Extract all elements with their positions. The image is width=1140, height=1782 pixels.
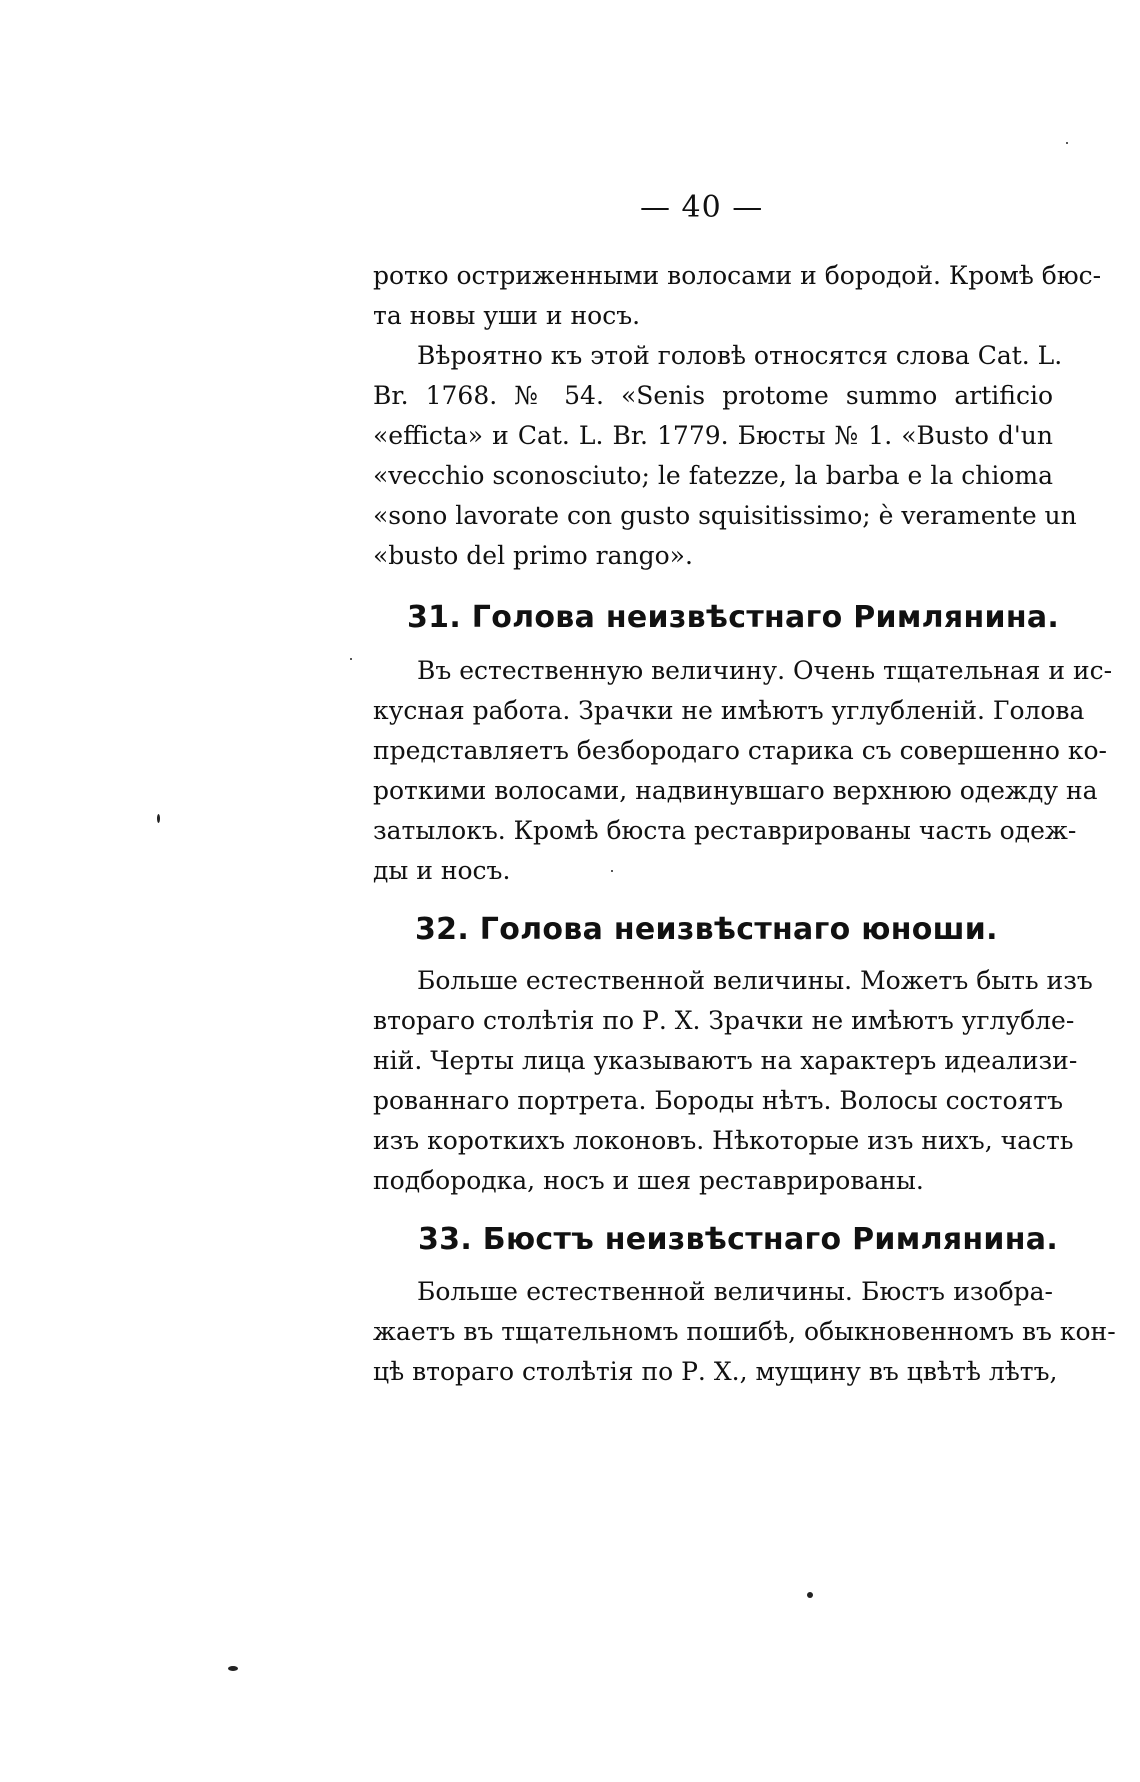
text-line: роткими волосами, надвинувшаго верхнюю одежду на <box>373 776 1098 805</box>
text-line: Вѣроятно къ этой головѣ относятся слова Cat. L. <box>417 341 1063 370</box>
scan-speck <box>611 870 613 872</box>
text-line: ротко остриженными волосами и бородой. Кромѣ бюс- <box>373 261 1102 290</box>
scan-speck <box>1066 142 1068 144</box>
text-line: рованнаго портрета. Бороды нѣтъ. Волосы состоятъ <box>373 1086 1064 1115</box>
text-line: Въ естественную величину. Очень тщательная и ис- <box>417 656 1113 685</box>
text-line: ній. Черты лица указываютъ на характеръ идеализи- <box>373 1046 1078 1075</box>
text-line: «efficta» и Cat. L. Br. 1779. Бюсты № 1. «Busto d'un <box>373 421 1053 450</box>
section-31-body <box>373 651 1113 891</box>
text-line: затылокъ. Кромѣ бюста реставрированы часть одеж- <box>373 816 1077 845</box>
section-heading-32: 32. Голова неизвѣстнаго юноши. <box>415 912 998 947</box>
scan-speck <box>350 658 352 660</box>
text-line: та новы уши и носъ. <box>373 301 641 330</box>
text-line: цѣ втораго столѣтія по Р. Х., мущину въ цвѣтѣ лѣтъ, <box>373 1357 1058 1386</box>
section-heading-31: 31. Голова неизвѣстнаго Римлянина. <box>407 600 1060 635</box>
page-number: — 40 — <box>640 190 764 225</box>
text-line: «busto del primo rango». <box>373 541 693 570</box>
text-line: Больше естественной величины. Бюстъ изобра- <box>417 1277 1053 1306</box>
text-line: представляетъ безбородаго старика съ совершенно ко- <box>373 736 1107 765</box>
intro-paragraph <box>373 256 1102 336</box>
scan-speck <box>807 1592 813 1598</box>
catalogue-note-paragraph <box>373 336 1077 576</box>
text-line: «sono lavorate con gusto squisitissimo; è veramente un <box>373 501 1077 530</box>
text-line: подбородка, носъ и шея реставрированы. <box>373 1166 924 1195</box>
text-line: втораго столѣтія по Р. Х. Зрачки не имѣютъ углубле- <box>373 1006 1075 1035</box>
text-line: «vecchio sconosciuto; le fatezze, la barba e la chioma <box>373 461 1053 490</box>
scan-speck <box>157 814 160 823</box>
text-line: ды и носъ. <box>373 856 511 885</box>
section-heading-33: 33. Бюстъ неизвѣстнаго Римлянина. <box>418 1222 1059 1257</box>
text-line: изъ короткихъ локоновъ. Нѣкоторые изъ нихъ, часть <box>373 1126 1074 1155</box>
section-33-body <box>373 1272 1116 1392</box>
section-32-body <box>373 961 1093 1201</box>
text-line: кусная работа. Зрачки не имѣютъ углубленій. Голова <box>373 696 1085 725</box>
text-line: Br. 1768. № 54. «Senis protome summo artificio <box>373 381 1053 410</box>
text-line: Больше естественной величины. Можетъ быть изъ <box>417 966 1093 995</box>
text-line: жаетъ въ тщательномъ пошибѣ, обыкновенномъ въ кон- <box>373 1317 1116 1346</box>
scan-speck <box>228 1666 238 1671</box>
